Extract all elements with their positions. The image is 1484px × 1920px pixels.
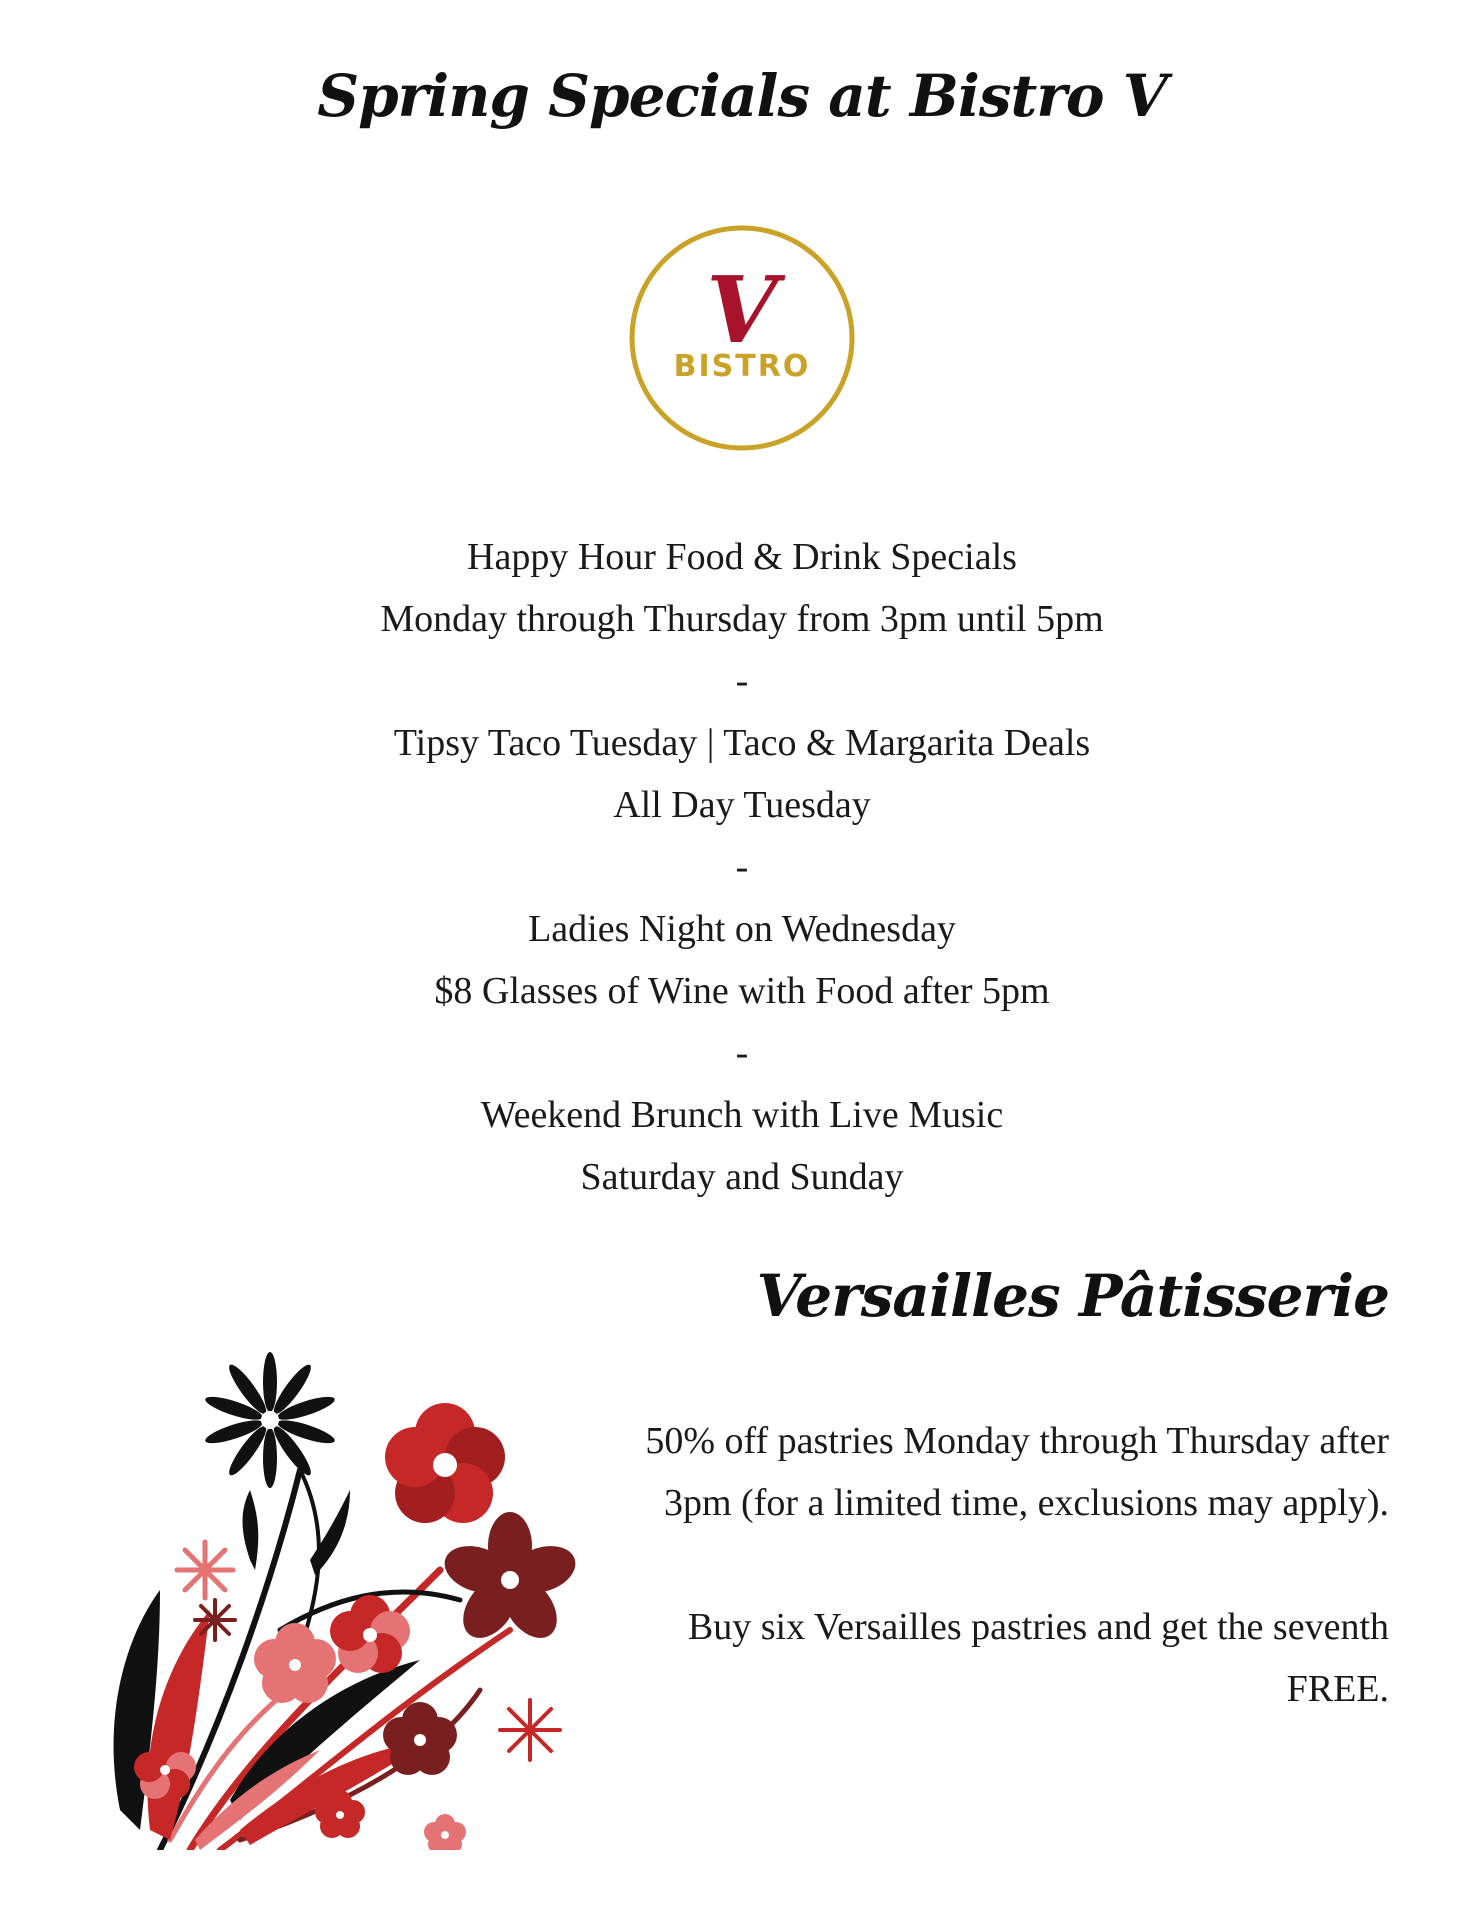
special-detail: Monday through Thursday from 3pm until 5pm (380, 598, 1104, 640)
special-title: Tipsy Taco Tuesday | Taco & Margarita Deals (393, 722, 1091, 764)
separator: - (735, 660, 749, 702)
special-detail: All Day Tuesday (613, 784, 871, 826)
pink-flower (254, 1623, 336, 1703)
logo-monogram: V (706, 256, 778, 364)
special-detail: Saturday and Sunday (580, 1156, 904, 1198)
special-item (0, 1084, 1484, 1208)
separator: - (735, 846, 749, 888)
patisserie-offer-loyalty: Buy six Versailles pastries and get the seventh FREE. (687, 1606, 1389, 1710)
separator: - (735, 1032, 749, 1074)
page-title: Spring Specials at Bistro V (317, 62, 1167, 130)
special-item (0, 898, 1484, 1022)
special-item (0, 526, 1484, 650)
special-item (0, 712, 1484, 836)
patisserie-offers (609, 1410, 1389, 1782)
black-star-flower (203, 1352, 337, 1488)
patisserie-title: Versailles Pâtisserie (756, 1262, 1389, 1330)
patisserie-offer-discount: 50% off pastries Monday through Thursday after 3pm (for a limited time, exclusions may apply). (645, 1420, 1389, 1524)
red-flower-large (385, 1403, 505, 1523)
bistro-v-logo (626, 222, 858, 454)
floral-bouquet-icon (100, 1330, 600, 1850)
special-title: Happy Hour Food & Drink Specials (467, 536, 1017, 578)
pink-flower-tiny (424, 1814, 466, 1850)
special-title: Ladies Night on Wednesday (528, 908, 956, 950)
special-title: Weekend Brunch with Live Music (480, 1094, 1004, 1136)
specials-list (0, 526, 1484, 1208)
special-detail: $8 Glasses of Wine with Food after 5pm (434, 970, 1050, 1012)
logo-text: BISTRO (673, 349, 811, 384)
